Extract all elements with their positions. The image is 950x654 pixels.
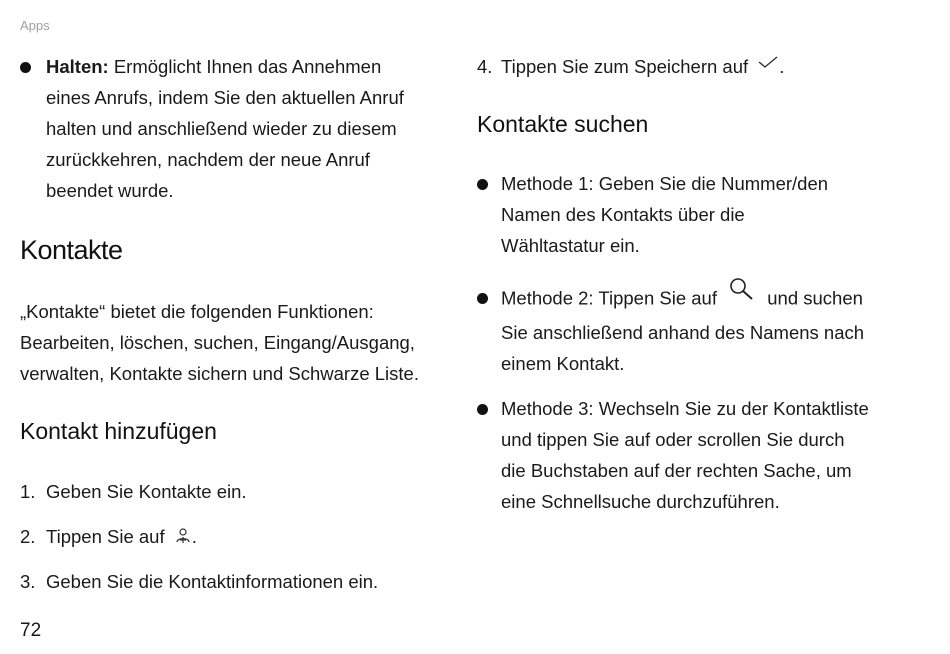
- heading-kontakte-suchen: Kontakte suchen: [477, 111, 649, 137]
- step-4: 4. Tippen Sie zum Speichern auf .: [477, 51, 927, 84]
- halten-line-5: beendet wurde.: [46, 180, 174, 201]
- method-3: Methode 3: Wechseln Sie zu der Kontaktliste und tippen Sie auf oder scrollen Sie durch die Buchstaben auf der rechten Sache, um eine Schnellsuche durchzuführen.: [477, 393, 937, 517]
- search-icon: [728, 276, 756, 311]
- method-2: Methode 2: Tippen Sie auf und suchen Sie anschließend anhand des Namens nach einem Kontakt.: [477, 282, 927, 379]
- step-2: 2. Tippen Sie auf .: [20, 521, 460, 554]
- method-1: Methode 1: Geben Sie die Nummer/den Namen des Kontakts über die Wähltastatur ein.: [477, 168, 927, 261]
- step-1: 1. Geben Sie Kontakte ein.: [20, 481, 247, 502]
- heading-kontakt-hinzufuegen: Kontakt hinzufügen: [20, 418, 217, 444]
- checkmark-icon: [757, 47, 779, 78]
- intro-line-2: Bearbeiten, löschen, suchen, Eingang/Ausgang,: [20, 332, 415, 353]
- step-3: 3. Geben Sie die Kontaktinformationen ein.: [20, 571, 379, 592]
- heading-kontakte: Kontakte: [20, 235, 123, 265]
- halten-line-3: halten und anschließend wieder zu diesem: [46, 118, 397, 139]
- halten-line-4: zurückkehren, nachdem der neue Anruf: [46, 149, 370, 170]
- section-header: Apps: [20, 18, 50, 33]
- page-number: 72: [20, 620, 42, 641]
- bullet-dot: [20, 62, 31, 73]
- halten-line-2: eines Anrufs, indem Sie den aktuellen Anruf: [46, 87, 404, 108]
- kontakte-intro: [20, 296, 460, 389]
- bullet-dot: [477, 293, 488, 304]
- bullet-dot: [477, 404, 488, 415]
- intro-line-3: verwalten, Kontakte sichern und Schwarze Liste.: [20, 363, 419, 384]
- bullet-halten: [20, 51, 460, 206]
- bullet-dot: [477, 179, 488, 190]
- halten-line-1: Halten: Ermöglicht Ihnen das Annehmen: [46, 56, 382, 77]
- add-contact-icon: [174, 523, 192, 554]
- intro-line-1: „Kontakte“ bietet die folgenden Funktionen:: [20, 301, 374, 322]
- halten-term: Halten:: [46, 56, 109, 77]
